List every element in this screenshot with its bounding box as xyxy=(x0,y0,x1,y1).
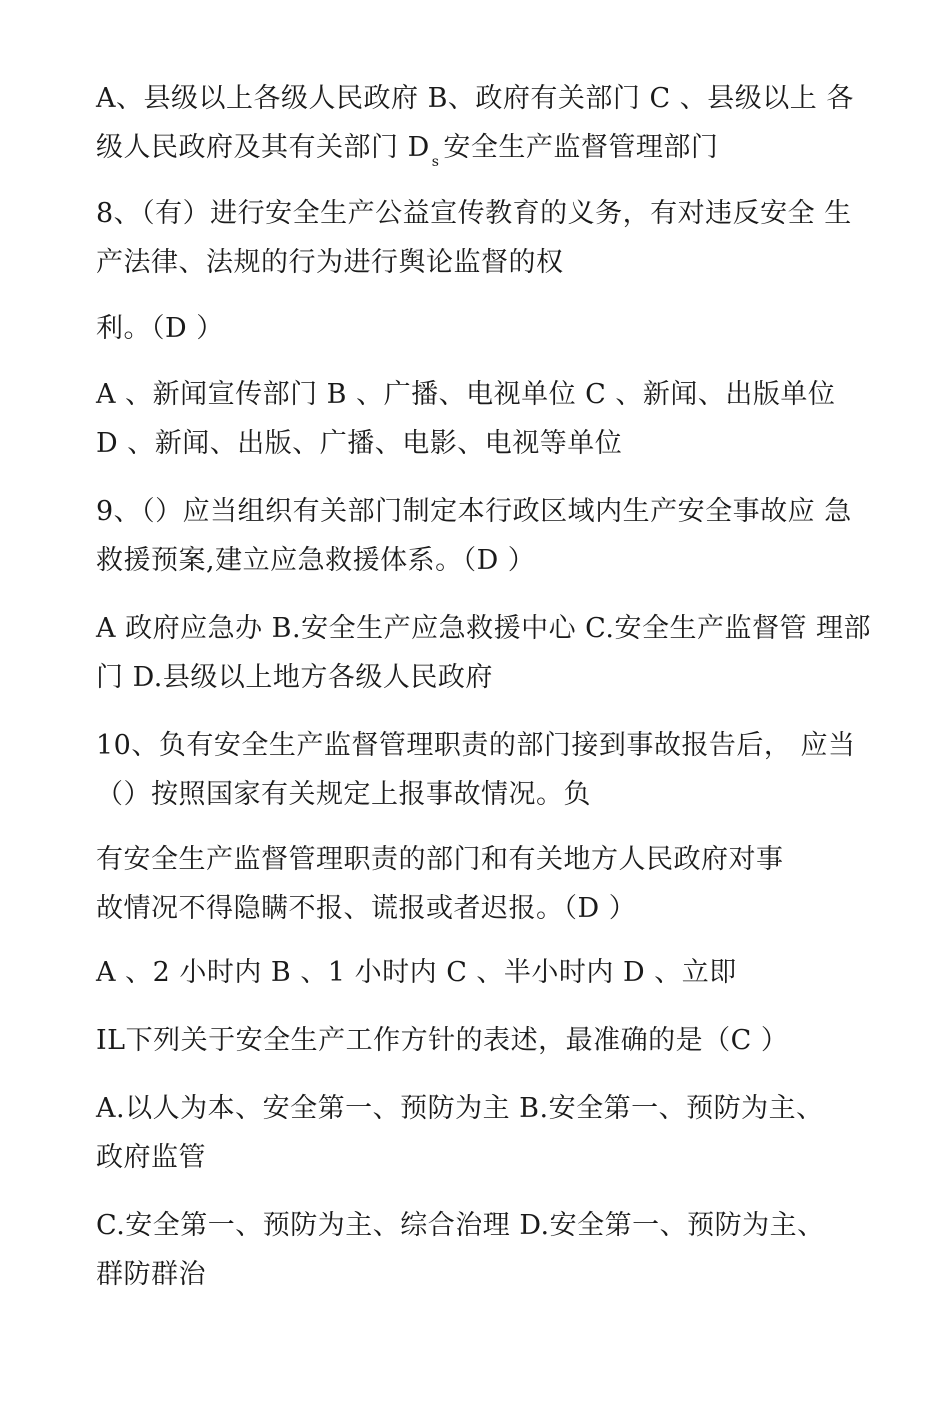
q7-option-text: 级人民政府及其有关部门 D xyxy=(96,132,430,163)
q11-options-line-1: A.以人为本、安全第一、预防为主 B.安全第一、预防为主、 xyxy=(96,1093,824,1124)
subscript-mark: s xyxy=(431,154,440,170)
q10-stem-line-2: （）按照国家有关规定上报事故情况。负 xyxy=(96,779,591,810)
q8-stem-line-2: 产法律、法规的行为进行舆论监督的权 xyxy=(96,247,564,278)
q9-options-line-2: 门 D.县级以上地方各级人民政府 xyxy=(96,662,493,693)
q9-stem-line-2: 救援预案,建立应急救援体系。（D ） xyxy=(96,545,536,576)
q11-options-line-3: C.安全第一、预防为主、综合治理 D.安全第一、预防为主、 xyxy=(96,1210,825,1241)
q7-option-d-text: 安全生产监督管理部门 xyxy=(443,132,719,163)
q10-stem-line-3: 有安全生产监督管理职责的部门和有关地方人民政府对事 xyxy=(96,844,784,875)
q10-stem-line-1: 10、负有安全生产监督管理职责的部门接到事故报告后， 应当 xyxy=(96,730,856,761)
q8-options-line-1: A 、新闻宣传部门 B 、广播、电视单位 C 、新闻、出版单位 xyxy=(96,379,836,410)
q8-options-line-2: D 、新闻、出版、广播、电影、电视等单位 xyxy=(96,428,623,459)
q7-options-line-2 xyxy=(96,131,718,179)
q10-stem-line-4: 故情况不得隐瞒不报、谎报或者迟报。（D ） xyxy=(96,893,637,924)
q8-stem-line-1: 8、（有）进行安全生产公益宣传教育的义务，有对违反安全 生 xyxy=(96,198,852,229)
q9-options-line-1: A 政府应急办 B.安全生产应急救援中心 C.安全生产监督管 理部 xyxy=(96,613,872,644)
q11-options-line-4: 群防群治 xyxy=(96,1259,206,1290)
q11-options-line-2: 政府监管 xyxy=(96,1142,206,1173)
q8-answer-line: 利。（D ） xyxy=(96,313,224,344)
q10-options-line: A 、2 小时内 B 、1 小时内 C 、半小时内 D 、立即 xyxy=(96,957,737,988)
q9-stem-line-1: 9、（）应当组织有关部门制定本行政区域内生产安全事故应 急 xyxy=(96,496,852,527)
q7-options-line-1: A、县级以上各级人民政府 B、政府有关部门 C 、县级以上 各 xyxy=(96,83,854,114)
q11-stem-line: IL下列关于安全生产工作方针的表述，最准确的是（C ） xyxy=(96,1025,789,1056)
